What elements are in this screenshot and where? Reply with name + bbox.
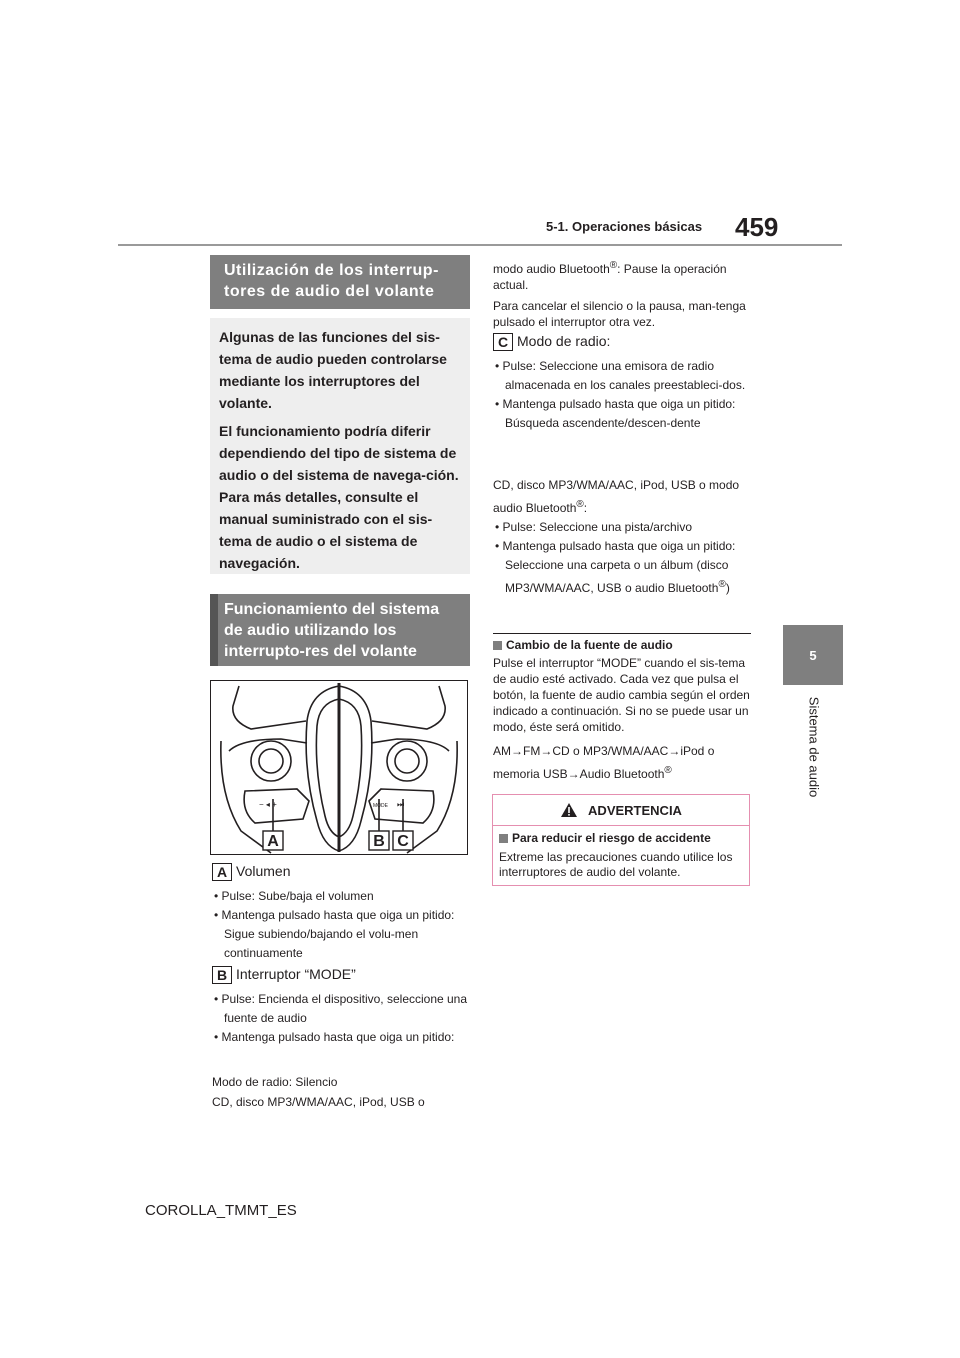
- cd-end: ): [725, 581, 730, 595]
- section-mode: [212, 966, 470, 1047]
- intro-paragraph-2: El funcionamiento podría diferir dependiendo del tipo de sistema de audio o del sistema de navega-ción. Para más detalles, consulte el manual suministrado con el sis-tema de audio o el sistema de navegación.: [219, 423, 459, 571]
- cd-bullet-2: • Mantenga pulsado hasta que oiga un pitido: Seleccione una carpeta o un álbum (disco MP3/WMA/AAC, USB o audio Bluetooth®): [495, 539, 736, 595]
- subsection-source-change: [493, 638, 751, 784]
- mode-heading: Interruptor “MODE”: [236, 966, 356, 982]
- warning-square-icon: [499, 834, 508, 843]
- figure-label-a: A: [267, 833, 279, 850]
- cd-mode-text: [493, 475, 751, 598]
- pause-line-2: Para cancelar el silencio o la pausa, man-tenga pulsado el interruptor otra vez.: [493, 299, 746, 329]
- letter-box-b: B: [212, 966, 232, 984]
- section-volume: [212, 863, 470, 963]
- volume-heading: Volumen: [236, 863, 291, 879]
- subsection-text: Pulse el interruptor “MODE” cuando el sis-tema de audio esté activado. Cada vez que pulsa el botón, la fuente de audio cambia según el orden indicado a continuación. Si no se puede usar un modo, éste será omitido.: [493, 656, 750, 734]
- mode-bullet-2: • Mantenga pulsado hasta que oiga un pitido:: [214, 1030, 455, 1045]
- radio-heading: Modo de radio:: [517, 333, 611, 349]
- cd-bullet-1: • Pulse: Seleccione una pista/archivo: [495, 520, 692, 534]
- warning-title: ADVERTENCIA: [588, 802, 682, 818]
- chapter-tab: [783, 625, 843, 685]
- cd-colon: :: [583, 501, 588, 515]
- warning-box: [492, 794, 750, 886]
- warning-header: [493, 795, 749, 826]
- page-number: 459: [735, 212, 779, 242]
- mode-bullet-1: • Pulse: Encienda el dispositivo, seleccione una fuente de audio: [214, 992, 468, 1026]
- section-title-1: Utilización de los interrup-tores de audio del volante: [210, 255, 470, 309]
- pause-line-1: modo audio Bluetooth: [493, 262, 610, 276]
- pause-line-1-rest: : Pause la operación actual.: [493, 262, 727, 292]
- cd-intro: CD, disco MP3/WMA/AAC, iPod, USB o modo audio Bluetooth: [493, 478, 740, 515]
- chapter-number: 5: [809, 647, 817, 663]
- skip-symbol: ⏭: [397, 800, 405, 809]
- footer-doc-id: COROLLA_TMMT_ES: [145, 1202, 297, 1219]
- figure-label-c: C: [397, 833, 409, 850]
- tail-line-1: Modo de radio: Silencio: [212, 1075, 338, 1089]
- letter-box-a: A: [212, 863, 232, 881]
- subsection-title: Cambio de la fuente de audio: [506, 638, 673, 652]
- pause-text: [493, 258, 751, 330]
- registered-mark-3: ®: [718, 579, 726, 590]
- mode-tail-text: [212, 1072, 470, 1112]
- warning-icon: [560, 802, 578, 818]
- section-radio: [493, 333, 751, 433]
- letter-box-c: C: [493, 333, 513, 351]
- radio-bullet-2: • Mantenga pulsado hasta que oiga un pitido: Búsqueda ascendente/descen-dente: [495, 397, 736, 431]
- source-sequence: AM→FM→CD o MP3/WMA/AAC→iPod o memoria USB→Audio Bluetooth: [493, 744, 715, 781]
- steering-wheel-figure: [210, 680, 468, 855]
- header-rule: [118, 244, 842, 246]
- figure-label-b: B: [373, 833, 385, 850]
- tail-line-2: CD, disco MP3/WMA/AAC, iPod, USB o: [212, 1095, 425, 1109]
- volume-bullet-1: • Pulse: Sube/baja el volumen: [214, 889, 374, 904]
- warning-body: [499, 831, 743, 880]
- radio-bullet-1: • Pulse: Seleccione una emisora de radio almacenada en los canales preestableci-dos.: [495, 359, 746, 393]
- warning-text: Extreme las precauciones cuando utilice los interruptores de audio del volante.: [499, 850, 733, 879]
- section-title-2: Funcionamiento del sistema de audio utilizando los interrupto-res del volante: [210, 594, 470, 666]
- mode-switch-label: MODE: [373, 803, 388, 809]
- warning-subtitle: Para reducir el riesgo de accidente: [512, 831, 711, 845]
- volume-minus-symbol: − ◂ +: [259, 800, 277, 809]
- registered-mark-1: ®: [609, 260, 618, 271]
- chapter-label: [774, 692, 854, 802]
- registered-mark-2: ®: [576, 499, 584, 510]
- volume-bullet-2: • Mantenga pulsado hasta que oiga un pitido: Sigue subiendo/bajando el volu-men continuamente: [214, 908, 455, 961]
- steering-wheel-illustration: [211, 681, 467, 854]
- subsection-rule: [493, 633, 751, 634]
- registered-mark-4: ®: [664, 765, 672, 776]
- intro-paragraph-1: Algunas de las funciones del sis-tema de audio pueden controlarse mediante los interruptores del volante.: [219, 329, 447, 411]
- intro-box: [210, 318, 470, 574]
- chapter-label-text: Sistema de audio: [806, 696, 822, 798]
- square-bullet-icon: [493, 641, 502, 650]
- section-title: 5-1. Operaciones básicas: [546, 219, 703, 234]
